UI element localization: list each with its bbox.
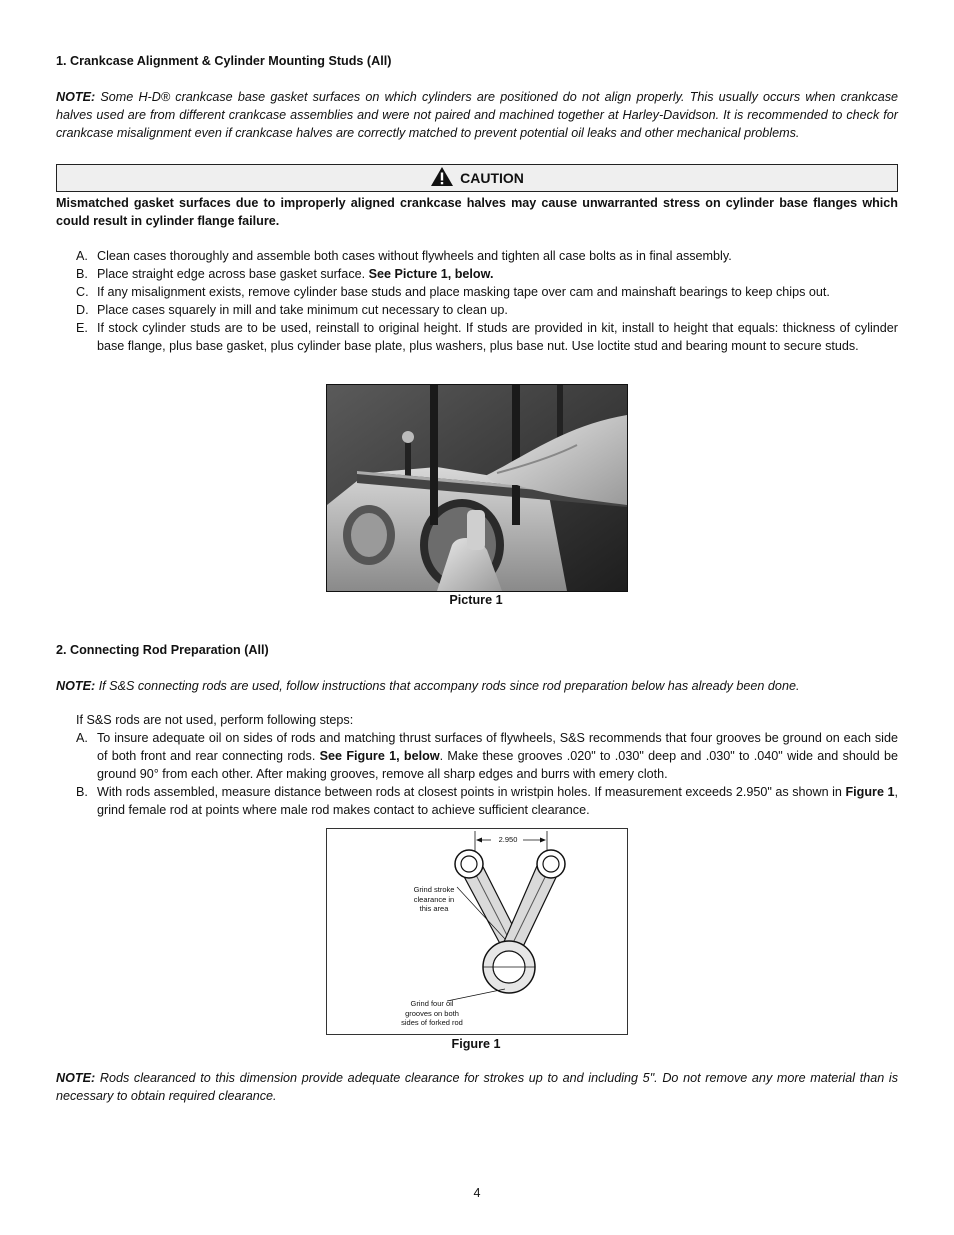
- section-1-heading: 1. Crankcase Alignment & Cylinder Mounting Studs (All): [56, 54, 392, 68]
- note-text: Some H-D® crankcase base gasket surfaces on which cylinders are positioned do not align properly. This usually occurs when crankcase halves used are from different crankcase assemblies and were not paired and machined together at Harley-Davidson. It is recommended to check for crankcase misalignment even if crankcase halves are correctly matched to prevent potential oil leaks and other mechanical problems.: [56, 90, 898, 140]
- caution-banner: [56, 164, 898, 192]
- step-d: D. Place cases squarely in mill and take minimum cut necessary to clean up.: [76, 303, 508, 317]
- step-a: A. Clean cases thoroughly and assemble both cases without flywheels and tighten all case bolts as in final assembly.: [76, 249, 732, 263]
- figure-1-caption: Figure 1: [451, 1037, 501, 1051]
- figure-1-diagram: [326, 828, 628, 1035]
- step-b: B. Place straight edge across base gasket surface. See Picture 1, below.: [76, 267, 494, 281]
- grind-stroke-label: Grind stroke clearance in this area: [413, 885, 455, 913]
- see-figure-ref: See Figure 1, below: [319, 749, 440, 763]
- page-number: 4: [473, 1186, 481, 1200]
- picture-1-photo: [326, 384, 628, 592]
- caution-label: CAUTION: [460, 170, 524, 186]
- section-1-steps: [76, 247, 898, 355]
- section-2-steps: [76, 729, 898, 819]
- note-label: NOTE:: [56, 679, 96, 693]
- dimension-label: 2.950: [498, 835, 518, 844]
- final-note: [56, 1069, 898, 1105]
- grind-grooves-label: Grind four oil grooves on both sides of forked rod: [401, 999, 463, 1027]
- note-text: Rods clearanced to this dimension provide adequate clearance for strokes up to and including 5". Do not remove any more material than is necessary to obtain required clearance.: [56, 1071, 898, 1103]
- step-c: C. If any misalignment exists, remove cylinder base studs and place masking tape over cam and mainshaft bearings to keep chips out.: [76, 285, 830, 299]
- note-label: NOTE:: [56, 1071, 96, 1085]
- caution-text: Mismatched gasket surfaces due to improperly aligned crankcase halves may cause unwarranted stress on cylinder base flanges which could result in cylinder flange failure.: [56, 196, 898, 228]
- see-picture-ref: See Picture 1, below.: [368, 267, 494, 281]
- section-2-intro: If S&S rods are not used, perform following steps:: [76, 713, 354, 727]
- rod-step-a: A. To insure adequate oil on sides of rods and matching thrust surfaces of flywheels, S&S recommends that four grooves be ground on each side of both front and rear connecting rods. See Figure 1, below. Make these grooves .020" to .030" deep and .030" to .040" wide and should be ground 90° from each other. After making grooves, remove all sharp edges and burrs with emery cloth.: [76, 731, 899, 781]
- section-2-note: [56, 677, 898, 695]
- section-1-note: [56, 88, 898, 142]
- step-e: E. If stock cylinder studs are to be used, reinstall to original height. If studs are provided in kit, install to height that equals: thickness of cylinder base flange, plus base gasket, plus cylinder base plate, plus washers, plus base nut. Use loctite stud and bearing mount to secure studs.: [76, 321, 898, 353]
- rod-step-b: B. With rods assembled, measure distance between rods at closest points in wristpin holes. If measurement exceeds 2.950" as shown in Figure 1, grind female rod at points where male rod makes contact to achieve sufficient clearance.: [76, 785, 898, 817]
- section-2-heading: 2. Connecting Rod Preparation (All): [56, 643, 269, 657]
- note-text: If S&S connecting rods are used, follow instructions that accompany rods since rod preparation below has already been done.: [98, 679, 800, 693]
- picture-1-caption: Picture 1: [449, 593, 503, 607]
- figure-ref: Figure 1: [845, 785, 895, 799]
- note-label: NOTE:: [56, 90, 96, 104]
- warning-icon: [430, 166, 454, 190]
